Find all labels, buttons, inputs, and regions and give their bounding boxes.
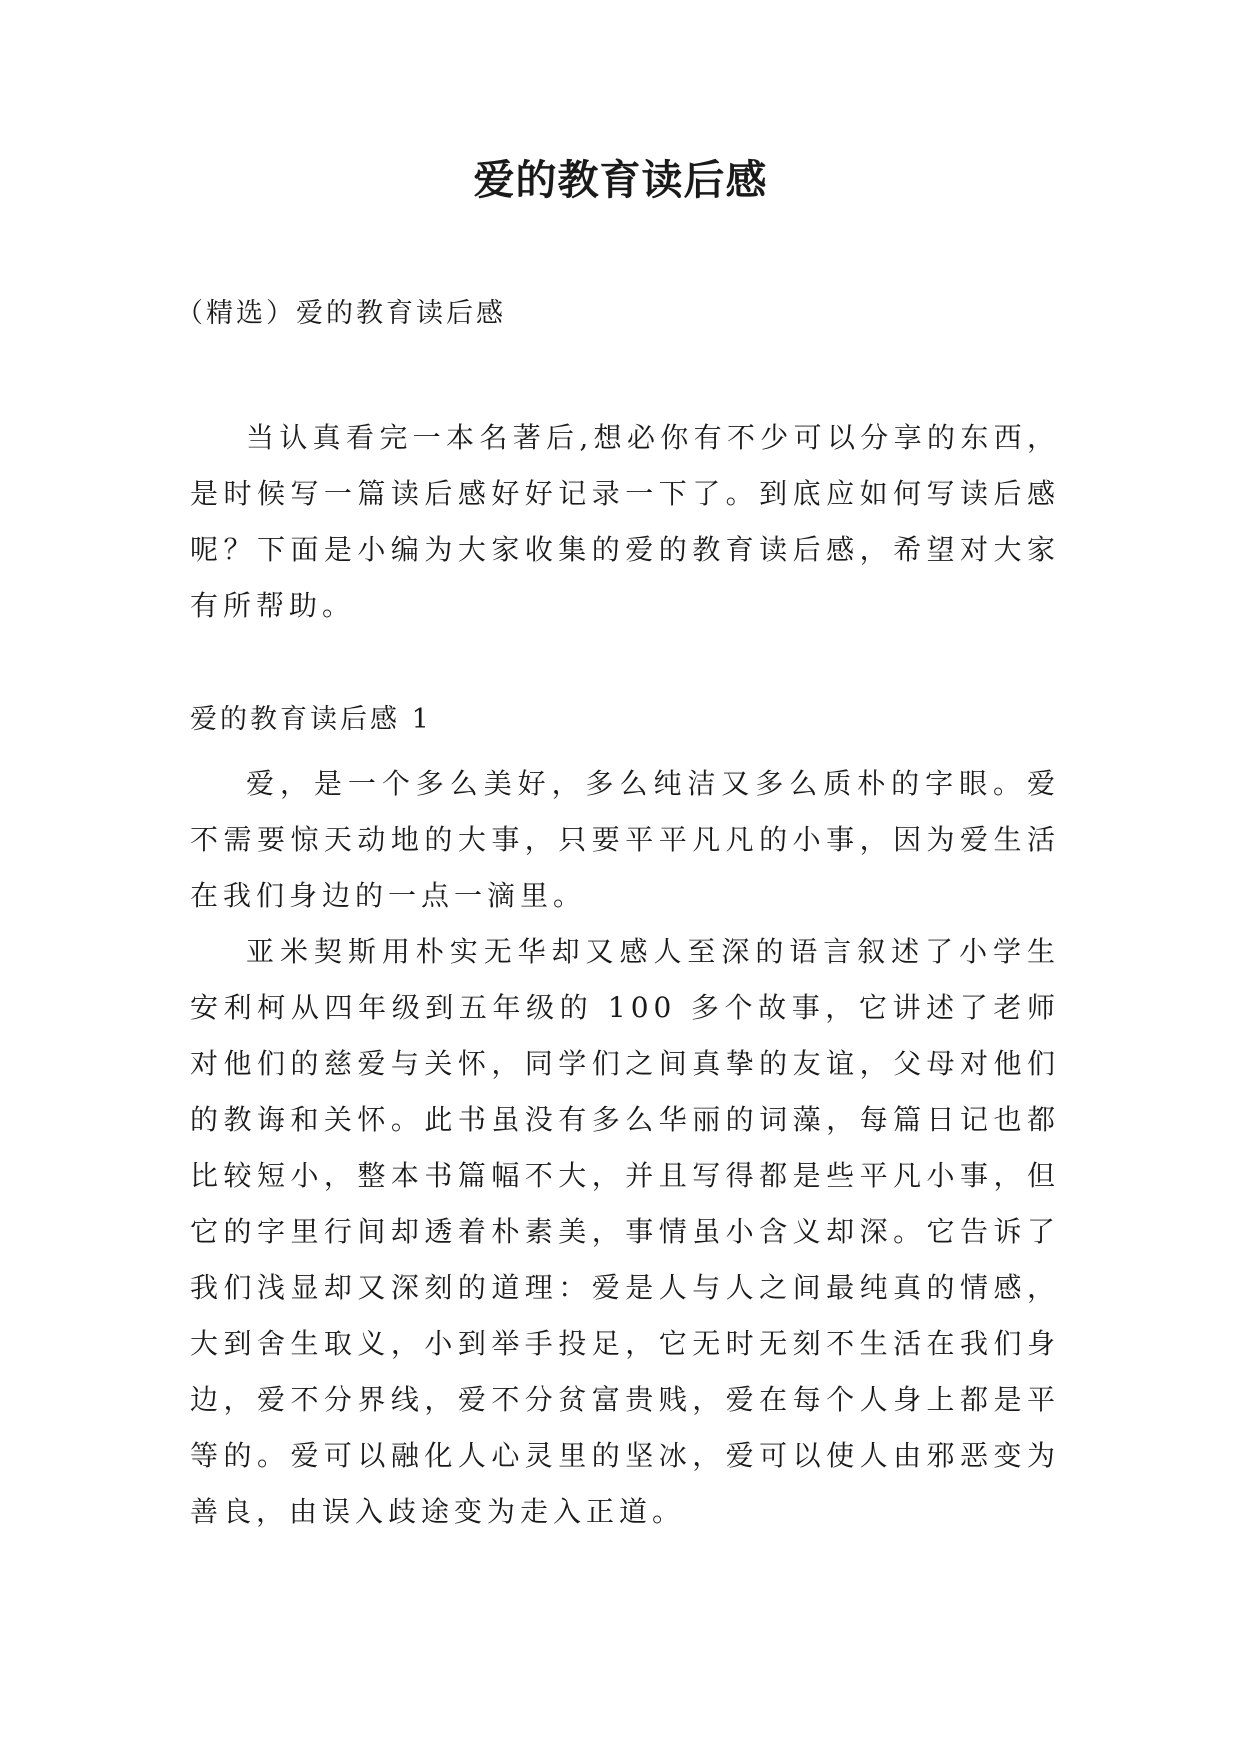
body-paragraph: 亚米契斯用朴实无华却又感人至深的语言叙述了小学生安利柯从四年级到五年级的 100 多个故事，它讲述了老师对他们的慈爱与关怀，同学们之间真挚的友谊，父母对他们的教诲和关怀。此书虽没有多么华丽的词藻，每篇日记也都比较短小，整本书篇幅不大，并且写得都是些平凡小事，但它的字里行间却透着朴素美，事情虽小含义却深。它告诉了我们浅显却又深刻的道理：爱是人与人之间最纯真的情感，大到舍生取义，小到举手投足，它无时无刻不生活在我们身边，爱不分界线，爱不分贫富贵贱，爱在每个人身上都是平等的。爱可以融化人心灵里的坚冰，爱可以使人由邪恶变为善良，由误入歧途变为走入正道。 — [190, 935, 1060, 1528]
section-heading: 爱的教育读后感 1 — [190, 704, 432, 735]
document-title: 爱的教育读后感 — [473, 156, 768, 204]
document-subtitle: （精选）爱的教育读后感 — [176, 298, 506, 329]
intro-paragraph: 当认真看完一本名著后,想必你有不少可以分享的东西，是时候写一篇读后感好好记录一下了。到底应如何写读后感呢？下面是小编为大家收集的爱的教育读后感，希望对大家有所帮助。 — [190, 421, 1060, 622]
body-paragraph: 爱，是一个多么美好，多么纯洁又多么质朴的字眼。爱不需要惊天动地的大事，只要平平凡凡的小事，因为爱生活在我们身边的一点一滴里。 — [190, 767, 1060, 912]
